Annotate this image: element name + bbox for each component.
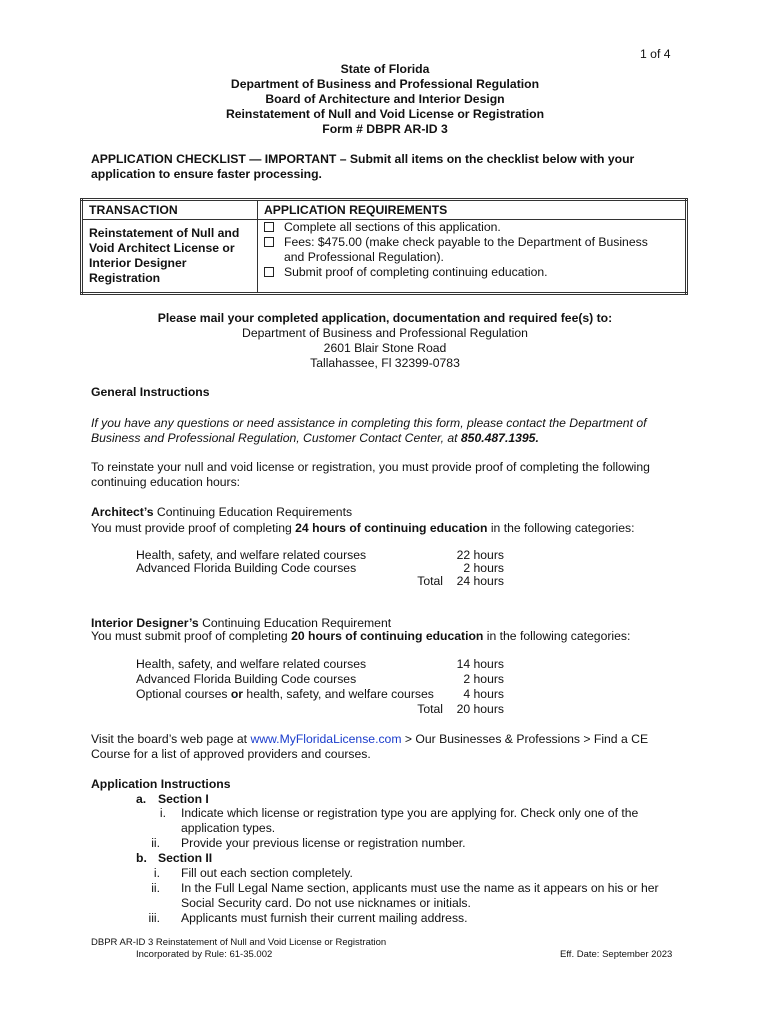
page-number: 1 of 4 [640,47,671,61]
transaction-cell [82,220,258,294]
row-hours: 4 hours [463,687,504,701]
row-label-or: or [230,687,244,701]
mail-address-line2: 2601 Blair Stone Road [323,341,447,355]
requirement-text: Complete all sections of this application. [284,220,501,234]
requirements-header: APPLICATION REQUIREMENTS [258,200,687,220]
section-1-heading: Section I [158,792,209,806]
mail-address-line1: Department of Business and Professional Regulation [242,326,528,340]
row-hours: 22 hours [456,548,504,562]
instruction-text: Fill out each section completely. [181,866,353,880]
visit-line1 [91,732,648,747]
contact-info-line2 [91,431,539,446]
item-number: i. [153,866,160,880]
requirement-item [264,220,679,235]
checkbox-icon[interactable] [264,237,274,247]
row-hours: 14 hours [456,657,504,671]
header-form-number: Form # DBPR AR-ID 3 [322,122,448,136]
requirement-item [264,265,679,280]
row-label: Optional courses [136,687,231,701]
contact-info-line1: If you have any questions or need assistance in completing this form, please contact the Department of [91,416,647,430]
interior-row [136,658,504,671]
instruction-text: In the Full Legal Name section, applicants must use the name as it appears on his or her [181,881,659,895]
architect-req-text-post: in the following categories: [487,521,635,535]
instruction-text: Social Security card. Do not use nicknames or initials. [181,896,471,910]
transaction-line: Void Architect License or [89,241,235,255]
footer-form-title: DBPR AR-ID 3 Reinstatement of Null and Void License or Registration [91,937,387,948]
architect-req-hours: 24 hours of continuing education [295,521,488,535]
row-label: Advanced Florida Building Code courses [136,672,357,686]
total-hours: 24 hours [456,574,504,588]
visit-line2: Course for a list of approved providers and courses. [91,747,371,761]
transaction-line: Reinstatement of Null and [89,226,240,240]
instruction-text: Indicate which license or registration type you are applying for. Check only one of the [181,806,639,820]
requirement-text: and Professional Regulation). [284,250,444,264]
transaction-line: Registration [89,271,161,285]
header-title: Reinstatement of Null and Void License or Registration [225,107,545,121]
interior-label: Interior Designer’s [91,616,199,630]
reinstate-line2: continuing education hours: [91,475,241,489]
item-number: iii. [148,911,160,925]
contact-phone: 850.487.1395. [460,431,539,445]
visit-path: > Our Businesses & Professions > Find a CE [401,732,649,746]
total-hours: 20 hours [456,702,504,716]
interior-req-hours: 20 hours of continuing education [291,629,484,643]
interior-req-text-post: in the following categories: [483,629,631,643]
header-state: State of Florida [340,62,430,76]
item-number: ii. [151,881,160,895]
interior-total-row [136,703,504,716]
transaction-header: TRANSACTION [82,200,258,220]
section-2-marker: b. [136,851,147,865]
footer-eff-date: Eff. Date: September 2023 [560,949,673,960]
checkbox-icon[interactable] [264,267,274,277]
checklist-intro-line2: application to ensure faster processing. [91,167,322,181]
interior-heading-rest: Continuing Education Requirement [198,616,392,630]
checkbox-icon[interactable] [264,222,274,232]
application-instructions-heading: Application Instructions [91,777,231,791]
visit-text: Visit the board’s web page at [91,732,251,746]
row-label: Health, safety, and welfare related courses [136,548,367,562]
header-board: Board of Architecture and Interior Design [265,92,505,106]
checklist-table [80,198,688,295]
interior-row [136,688,504,701]
reinstate-line1: To reinstate your null and void license or registration, you must provide proof of completing the following [91,460,650,474]
transaction-line: Interior Designer [89,256,187,270]
architect-ce-heading [91,505,352,520]
contact-info-text: Business and Professional Regulation, Customer Contact Center, at [91,431,461,445]
checklist-intro-line1: APPLICATION CHECKLIST — IMPORTANT – Submit all items on the checklist below with your [91,152,635,166]
general-instructions-heading: General Instructions [91,385,210,399]
row-label: Advanced Florida Building Code courses [136,561,357,575]
header-department: Department of Business and Professional Regulation [230,77,540,91]
section-2-heading: Section II [158,851,213,865]
architect-total-row [136,575,504,588]
mail-address-line3: Tallahassee, Fl 32399-0783 [310,356,460,370]
architect-req-text: You must provide proof of completing [91,521,296,535]
row-label-rest: health, safety, and welfare courses [243,687,434,701]
requirement-text: Submit proof of completing continuing education. [284,265,548,279]
section-1-marker: a. [136,792,147,806]
total-label: Total [417,702,444,716]
instruction-text: application types. [181,821,276,835]
architect-requirement [91,521,634,536]
mail-heading: Please mail your completed application, documentation and required fee(s) to: [157,311,613,325]
interior-row [136,673,504,686]
website-link[interactable]: www.MyFloridaLicense.com [250,732,402,746]
requirement-text: Fees: $475.00 (make check payable to the Department of Business [284,235,648,249]
row-label: Health, safety, and welfare related courses [136,657,367,671]
architect-heading-rest: Continuing Education Requirements [153,505,353,519]
row-hours: 2 hours [463,672,504,686]
instruction-text: Applicants must furnish their current mailing address. [181,911,468,925]
interior-requirement [91,629,630,644]
row-hours: 2 hours [463,561,504,575]
item-number: ii. [151,836,160,850]
architect-label: Architect’s [91,505,154,519]
requirement-item [264,235,679,265]
requirements-cell [258,220,687,294]
item-number: i. [159,806,166,820]
footer-rule: Incorporated by Rule: 61-35.002 [136,949,273,960]
interior-req-text: You must submit proof of completing [91,629,292,643]
total-label: Total [417,574,444,588]
instruction-text: Provide your previous license or registration number. [181,836,466,850]
